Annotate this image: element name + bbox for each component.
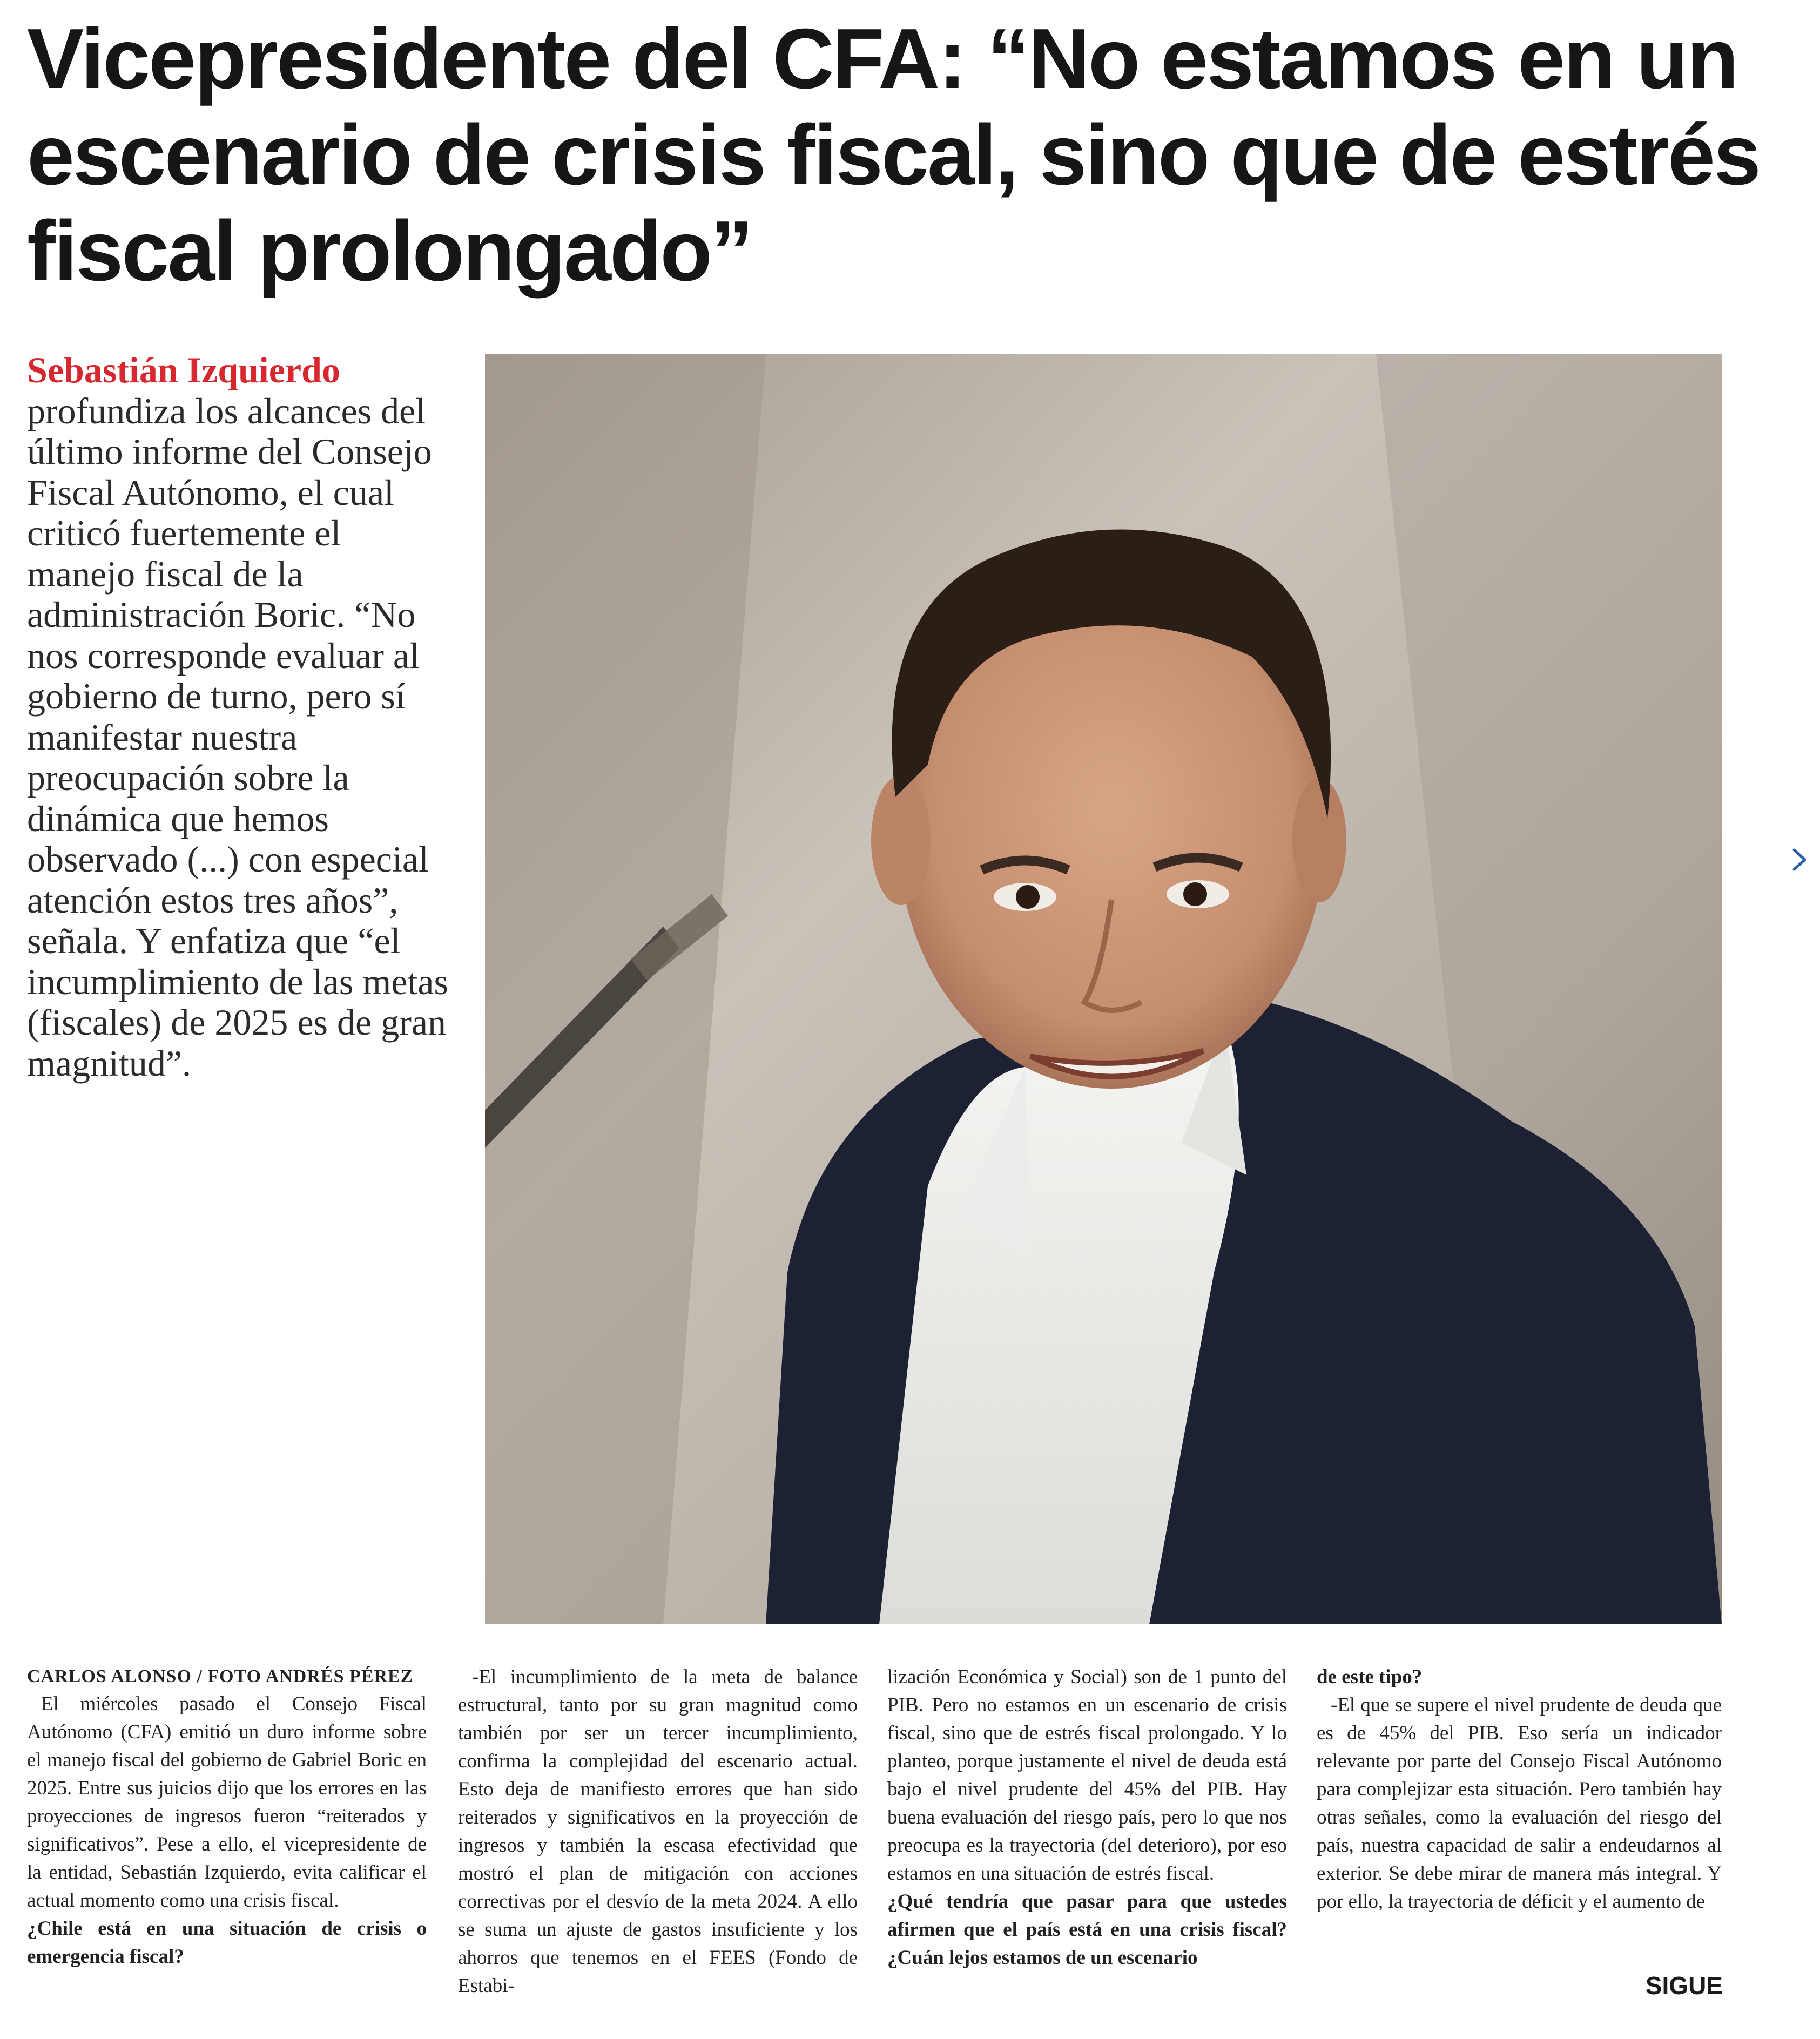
interview-question-continued: de este tipo? [1317, 1666, 1423, 1688]
continue-label[interactable]: SIGUE [1645, 1972, 1723, 2000]
article-paragraph: lización Económica y Social) son de 1 punto del PIB. Pero no estamos en un escenario de crisis fiscal, sino que de estrés fiscal prolongado. Y lo planteo, porque justamente el nivel de deuda está bajo el nivel prudente del 45% del PIB. Hay buena evaluación del riesgo país, pero lo que nos preocupa es la trayectoria (del deterioro), por eso estamos en una situación de estrés fiscal. [887, 1666, 1287, 1885]
article-column-1 [27, 1663, 427, 1971]
portrait-photo [485, 354, 1722, 1624]
chevron-right-shape [1789, 847, 1810, 873]
article-intro [27, 350, 454, 1084]
article-column-4 [1317, 1663, 1722, 1916]
article-paragraph: El miércoles pasado el Consejo Fiscal Autónomo (CFA) emitió un duro informe sobre el manejo fiscal del gobierno de Gabriel Boric en 2025. Entre sus juicios dijo que los errores en las proyecciones de ingresos fueron “reiterados y significativos”. Pese a ello, el vicepresidente de la entidad, Sebastián Izquierdo, evita calificar el actual momento como una crisis fiscal. [27, 1693, 427, 1912]
portrait-illustration [485, 354, 1722, 1624]
interview-question: ¿Qué tendría que pasar para que ustedes afirmen que el país está en una crisis fiscal? ¿Cuán lejos estamos de un escenario [887, 1891, 1287, 1969]
intro-text: profundiza los alcances del último informe del Consejo Fiscal Autónomo, el cual criticó fuertemente el manejo fiscal de la administración Boric. “No nos corresponde evaluar al gobierno de turno, pero sí manifestar nuestra preocupación sobre la dinámica que hemos observado (...) con especial atención estos tres años”, señala. Y enfatiza que “el incumplimiento de las metas (fiscales) de 2025 es de gran magnitud”. [27, 390, 448, 1084]
chevron-right-icon[interactable] [1789, 847, 1810, 873]
interview-question: ¿Chile está en una situación de crisis o emergencia fiscal? [27, 1918, 427, 1968]
article-column-2 [458, 1663, 858, 2000]
article-paragraph: -El que se supere el nivel prudente de deuda que es de 45% del PIB. Eso sería un indicador relevante por parte del Consejo Fiscal Autónomo para complejizar esta situación. Pero también hay otras señales, como la evaluación del riesgo del país, nuestra capacidad de salir a endeudarnos al exterior. Se debe mirar de manera más integral. Y por ello, la trayectoria de déficit y el aumento de [1317, 1694, 1722, 1913]
interviewee-name: Sebastián Izquierdo [27, 349, 340, 390]
article-paragraph: -El incumplimiento de la meta de balance estructural, tanto por su gran magnitud como también por ser un tercer incumplimiento, confirma la complejidad del escenario actual. Esto deja de manifiesto errores que han sido reiterados y significativos en la proyección de ingresos y también la escasa efectividad que mostró el plan de mitigación con acciones correctivas por el desvío de la meta 2024. A ello se suma un ajuste de gastos insuficiente y los ahorros que tenemos en el FEES (Fondo de Estabi- [458, 1666, 858, 1997]
headline: Vicepresidente del CFA: “No estamos en un escenario de crisis fiscal, sino que de estrés fiscal prolongado” [27, 11, 1760, 299]
byline: CARLOS ALONSO / FOTO ANDRÉS PÉREZ [27, 1666, 414, 1686]
article-column-3 [887, 1663, 1287, 1972]
